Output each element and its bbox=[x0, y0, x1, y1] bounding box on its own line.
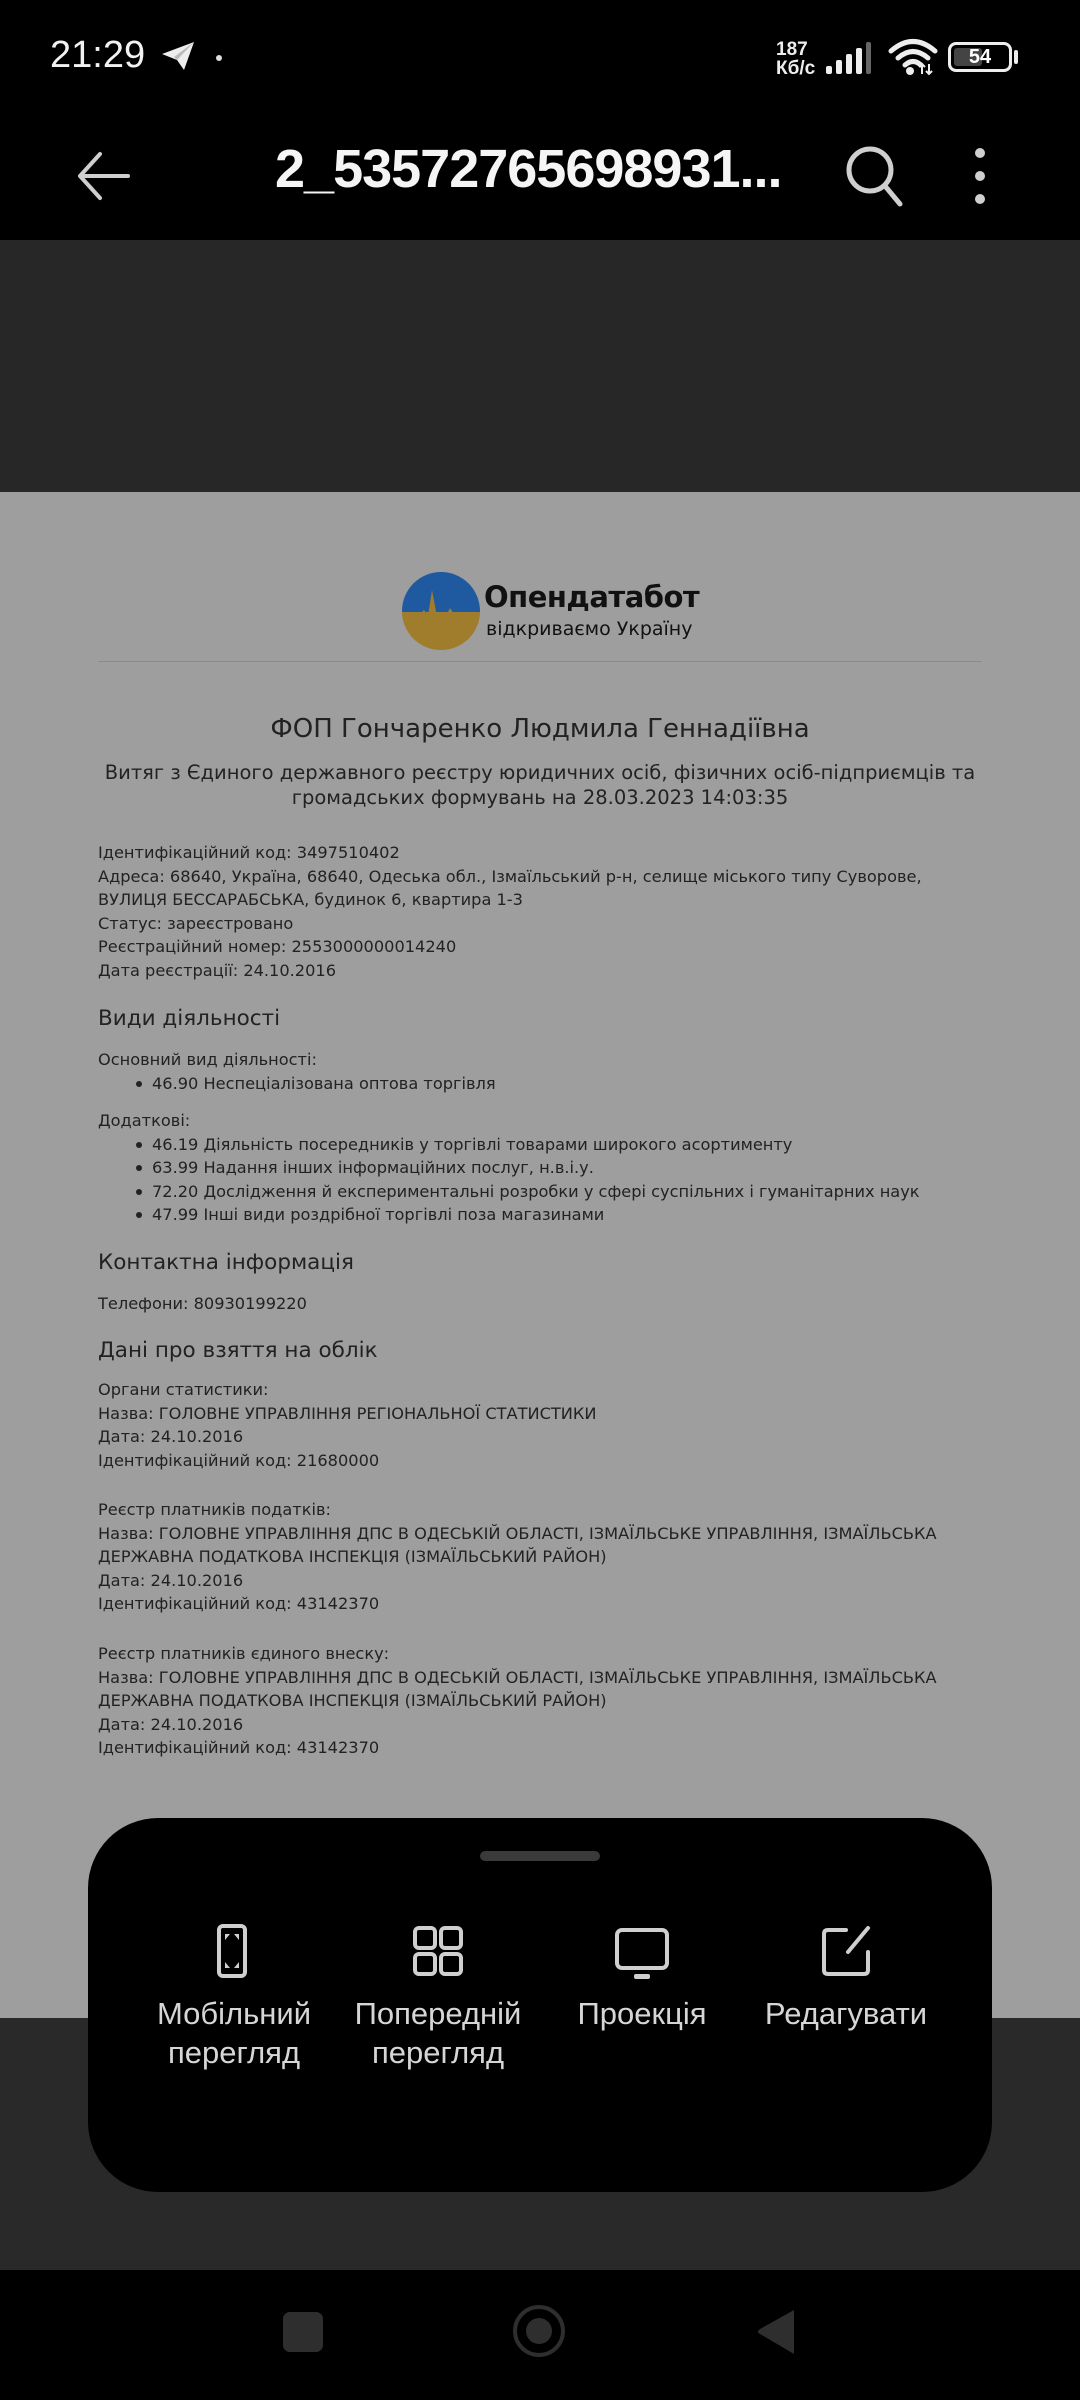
logo-tagline: відкриваємо Україну bbox=[486, 618, 693, 640]
viewer-background-top bbox=[0, 240, 1080, 492]
activities-title: Види діяльності bbox=[98, 1006, 281, 1031]
logo-emblem-icon bbox=[402, 572, 480, 650]
preview-button[interactable] bbox=[338, 1922, 538, 2072]
group-label: Реєстр платників єдиного внеску: bbox=[98, 1644, 390, 1663]
battery-percent: 54 bbox=[968, 46, 992, 68]
back-button[interactable] bbox=[756, 2308, 796, 2356]
network-speed bbox=[776, 40, 815, 78]
document-page[interactable] bbox=[0, 492, 1080, 2018]
status: Статус: зареєстровано bbox=[98, 913, 294, 933]
wifi-icon bbox=[888, 38, 938, 76]
registration-title: Дані про взяття на облік bbox=[98, 1338, 378, 1363]
main-activity-list bbox=[98, 1072, 998, 1096]
registration-date: Дата реєстрації: 24.10.2016 bbox=[98, 960, 336, 980]
group-name: Назва: ГОЛОВНЕ УПРАВЛІННЯ РЕГІОНАЛЬНОЇ СТАТИСТИКИ bbox=[98, 1403, 597, 1423]
phones: Телефони: 80930199220 bbox=[98, 1294, 307, 1313]
registration-group-statistics bbox=[98, 1378, 998, 1472]
group-name: Назва: ГОЛОВНЕ УПРАВЛІННЯ ДПС В ОДЕСЬКІЙ ОБЛАСТІ, ІЗМАЇЛЬСЬКЕ УПРАВЛІННЯ, ІЗМАЇЛЬСЬКА bbox=[98, 1523, 937, 1543]
system-nav-bar bbox=[0, 2270, 1080, 2400]
battery-icon bbox=[948, 42, 1012, 72]
status-time: 21:29 bbox=[50, 34, 146, 76]
group-date: Дата: 24.10.2016 bbox=[98, 1570, 244, 1590]
registration-group-tax bbox=[98, 1498, 998, 1616]
grid-preview-icon bbox=[408, 1922, 468, 1982]
additional-activities-label: Додаткові: bbox=[98, 1111, 191, 1130]
arrow-left-icon[interactable] bbox=[70, 140, 150, 210]
more-vertical-icon[interactable] bbox=[960, 140, 1000, 210]
action-label: Проекція bbox=[577, 1996, 707, 2031]
main-activity-label: Основний вид діяльності: bbox=[98, 1050, 317, 1069]
document-heading: ФОП Гончаренко Людмила Геннадіївна bbox=[270, 714, 810, 744]
opendatabot-logo bbox=[402, 572, 702, 652]
activity-item: 46.90 Неспеціалізована оптова торгівля bbox=[136, 1072, 998, 1096]
group-code: Ідентифікаційний код: 43142370 bbox=[98, 1594, 380, 1613]
activity-item: 46.19 Діяльність посередників у торгівлі товарами широкого асортименту bbox=[136, 1133, 998, 1157]
document-title: 2_53572765698931... bbox=[275, 139, 782, 199]
document-subtitle: Витяг з Єдиного державного реєстру юридичних осіб, фізичних осіб-підприємців та громадських формувань на 28.03.2023 14:03:35 bbox=[104, 761, 976, 809]
activity-item: 47.99 Інші види роздрібної торгівлі поза магазинами bbox=[136, 1203, 998, 1227]
entity-info bbox=[98, 841, 998, 982]
action-label: Мобільний перегляд bbox=[156, 1996, 312, 2070]
edit-button[interactable] bbox=[746, 1922, 946, 2033]
contacts-title: Контактна інформація bbox=[98, 1250, 354, 1275]
id-code: Ідентифікаційний код: 3497510402 bbox=[98, 843, 400, 862]
group-name-line-2: ДЕРЖАВНА ПОДАТКОВА ІНСПЕКЦІЯ (ІЗМАЇЛЬСЬКИЙ РАЙОН) bbox=[98, 1691, 607, 1710]
mobile-view-button[interactable] bbox=[134, 1922, 334, 2072]
battery-tip bbox=[1014, 50, 1018, 64]
group-date: Дата: 24.10.2016 bbox=[98, 1427, 244, 1446]
header-divider bbox=[98, 661, 982, 662]
group-code: Ідентифікаційний код: 43142370 bbox=[98, 1738, 380, 1757]
activities bbox=[98, 1048, 998, 1227]
mobile-view-icon bbox=[204, 1922, 264, 1982]
registration-group-single-contribution bbox=[98, 1642, 998, 1760]
group-name-line-2: ДЕРЖАВНА ПОДАТКОВА ІНСПЕКЦІЯ (ІЗМАЇЛЬСЬКИЙ РАЙОН) bbox=[98, 1547, 607, 1566]
group-name: Назва: ГОЛОВНЕ УПРАВЛІННЯ ДПС В ОДЕСЬКІЙ ОБЛАСТІ, ІЗМАЇЛЬСЬКЕ УПРАВЛІННЯ, ІЗМАЇЛЬСЬКА bbox=[98, 1667, 937, 1687]
group-date: Дата: 24.10.2016 bbox=[98, 1714, 244, 1734]
bottom-sheet bbox=[88, 1818, 992, 2192]
address-line-2: ВУЛИЦЯ БЕССАРАБСЬКА, будинок 6, квартира 1-3 bbox=[98, 890, 523, 909]
address-line-1: Адреса: 68640, Україна, 68640, Одеська обл., Ізмаїльський р-н, селище міського типу Суворове, bbox=[98, 866, 922, 886]
activity-item: 63.99 Надання інших інформаційних послуг, н.в.і.у. bbox=[136, 1156, 998, 1180]
logo-name: Опендатабот bbox=[484, 580, 700, 614]
registration-number: Реєстраційний номер: 2553000000014240 bbox=[98, 937, 457, 956]
telegram-icon bbox=[160, 40, 196, 72]
home-button[interactable] bbox=[512, 2304, 566, 2358]
action-label: Редагувати bbox=[764, 1996, 928, 2031]
activity-item: 72.20 Дослідження й експериментальні розробки у сфері суспільних і гуманітарних наук bbox=[136, 1180, 998, 1204]
monitor-icon bbox=[612, 1922, 672, 1982]
sheet-drag-handle[interactable] bbox=[480, 1851, 600, 1861]
group-label: Реєстр платників податків: bbox=[98, 1500, 331, 1519]
cellular-signal-icon bbox=[826, 42, 876, 74]
status-bar bbox=[0, 0, 1080, 110]
group-code: Ідентифікаційний код: 21680000 bbox=[98, 1450, 380, 1470]
action-label: Попередній перегляд bbox=[354, 1996, 522, 2070]
network-speed-unit: Кб/с bbox=[776, 58, 816, 79]
search-icon[interactable] bbox=[838, 136, 908, 216]
network-speed-value: 187 bbox=[776, 39, 808, 60]
additional-activity-list bbox=[98, 1133, 998, 1227]
group-label: Органи статистики: bbox=[98, 1380, 269, 1399]
recent-apps-button[interactable] bbox=[283, 2312, 323, 2352]
app-bar bbox=[0, 110, 1080, 240]
edit-icon bbox=[816, 1922, 876, 1982]
projection-button[interactable] bbox=[542, 1922, 742, 2033]
notification-dot-icon bbox=[216, 55, 222, 61]
